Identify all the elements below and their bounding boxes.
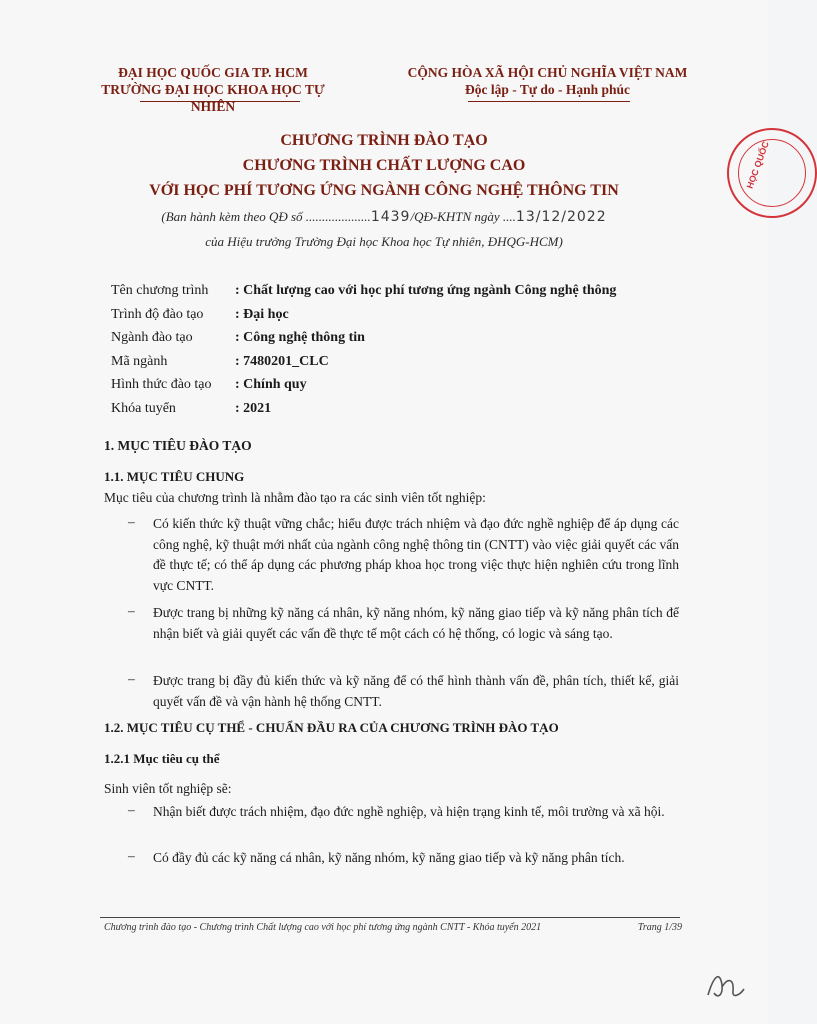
info-row bbox=[111, 326, 616, 350]
info-label: Hình thức đào tạo bbox=[111, 377, 212, 392]
national-header bbox=[385, 64, 710, 98]
info-row bbox=[111, 350, 616, 374]
info-label: Ngành đào tạo bbox=[111, 330, 193, 345]
bullet-text: Có đầy đủ các kỹ năng cá nhân, kỹ năng nhóm, kỹ năng giao tiếp và kỹ năng phân tích. bbox=[153, 850, 625, 865]
info-row bbox=[111, 373, 616, 397]
program-info-list bbox=[111, 279, 616, 420]
doc-title-line1: CHƯƠNG TRÌNH ĐÀO TẠO bbox=[280, 132, 488, 149]
decision-issuer: của Hiệu trưởng Trường Đại học Khoa học Tự nhiên, ĐHQG-HCM) bbox=[205, 234, 563, 249]
subsection-heading: 1.2. MỤC TIÊU CỤ THỂ - CHUẨN ĐẦU RA CỦA CHƯƠNG TRÌNH ĐÀO TẠO bbox=[104, 720, 559, 735]
footer-title: Chương trình đào tạo - Chương trình Chất lượng cao với học phí tương ứng ngành CNTT - Khóa tuyển 2021 bbox=[104, 922, 542, 933]
motto-underline bbox=[468, 101, 630, 102]
bullet-dash: – bbox=[128, 802, 135, 817]
footer-divider bbox=[100, 917, 680, 918]
page-footer bbox=[104, 922, 682, 933]
bullet-dash: – bbox=[128, 848, 135, 863]
info-value: : 2021 bbox=[235, 400, 272, 416]
bullet-text: Nhận biết được trách nhiệm, đạo đức nghề nghiệp, và hiện trạng kinh tế, môi trường và xã hội. bbox=[153, 804, 665, 819]
faculty-name: TRƯỜNG ĐẠI HỌC KHOA HỌC TỰ NHIÊN bbox=[101, 82, 325, 114]
info-value: : Chất lượng cao với học phí tương ứng ngành Công nghệ thông bbox=[235, 283, 617, 298]
info-row bbox=[111, 397, 616, 421]
paragraph: Sinh viên tốt nghiệp sẽ: bbox=[104, 781, 232, 796]
info-value: : Công nghệ thông tin bbox=[235, 330, 365, 345]
bullet-dash: – bbox=[128, 603, 135, 618]
subsubsection-heading: 1.2.1 Mục tiêu cụ thể bbox=[104, 751, 220, 766]
info-label: Mã ngành bbox=[111, 353, 168, 369]
info-value: : 7480201_CLC bbox=[235, 353, 329, 369]
info-row bbox=[111, 279, 616, 303]
info-label: Tên chương trình bbox=[111, 283, 209, 298]
university-name: ĐẠI HỌC QUỐC GIA TP. HCM bbox=[118, 65, 308, 80]
section-heading: 1. MỤC TIÊU ĐÀO TẠO bbox=[104, 438, 252, 453]
seal-text: HỌC QUỐC bbox=[744, 140, 771, 190]
info-row bbox=[111, 303, 616, 327]
decision-reference bbox=[0, 209, 768, 225]
doc-title-line3: VỚI HỌC PHÍ TƯƠNG ỨNG NGÀNH CÔNG NGHỆ THÔNG TIN bbox=[149, 182, 619, 199]
bullet-dash: – bbox=[128, 671, 135, 686]
info-label: Trình độ đào tạo bbox=[111, 306, 204, 322]
info-label: Khóa tuyển bbox=[111, 400, 176, 416]
info-value: : Chính quy bbox=[235, 377, 307, 392]
country-name: CỘNG HÒA XÃ HỘI CHỦ NGHĨA VIỆT NAM bbox=[407, 65, 688, 80]
issuer-header bbox=[78, 64, 348, 115]
bullet-dash: – bbox=[128, 514, 135, 529]
national-motto: Độc lập - Tự do - Hạnh phúc bbox=[464, 82, 631, 97]
bullet-text: Được trang bị đầy đủ kiến thức và kỹ năng để có thể hình thành vấn đề, phân tích, thiết kế, giải quyết vấn đề và vận hành hệ thống CNTT. bbox=[153, 673, 679, 709]
bullet-text: Được trang bị những kỹ năng cá nhân, kỹ năng nhóm, kỹ năng giao tiếp và kỹ năng phân tích để nhận biết và giải quyết các vấn đề thực tế một cách có hệ thống, có logic và sáng tạo. bbox=[153, 605, 679, 641]
doc-title-line2: CHƯƠNG TRÌNH CHẤT LƯỢNG CAO bbox=[242, 157, 526, 174]
handwritten-initial bbox=[700, 965, 750, 1005]
info-value: : Đại học bbox=[235, 306, 289, 322]
decision-prefix: (Ban hành kèm theo QĐ số .................... bbox=[161, 209, 371, 224]
decision-number-handwritten: 1439 bbox=[370, 209, 411, 225]
decision-middle: /QĐ-KHTN ngày .... bbox=[410, 209, 516, 224]
subsection-heading: 1.1. MỤC TIÊU CHUNG bbox=[104, 469, 245, 484]
page-number: Trang 1/39 bbox=[637, 922, 682, 933]
issuer-underline bbox=[140, 101, 300, 102]
decision-date-handwritten: 13/12/2022 bbox=[515, 209, 607, 225]
bullet-text: Có kiến thức kỹ thuật vững chắc; hiểu được trách nhiệm và đạo đức nghề nghiệp để áp dụng các công nghệ, kỹ thuật mới nhất của ngành công nghệ thông tin (CNTT) vào việc giải quyết các vấn đề thực tế; có thể áp dụng các phương pháp khoa học trong việc thực hiện nghiên cứu trong lĩnh vực CNTT. bbox=[153, 516, 679, 593]
paragraph: Mục tiêu của chương trình là nhằm đào tạo ra các sinh viên tốt nghiệp: bbox=[104, 490, 486, 505]
